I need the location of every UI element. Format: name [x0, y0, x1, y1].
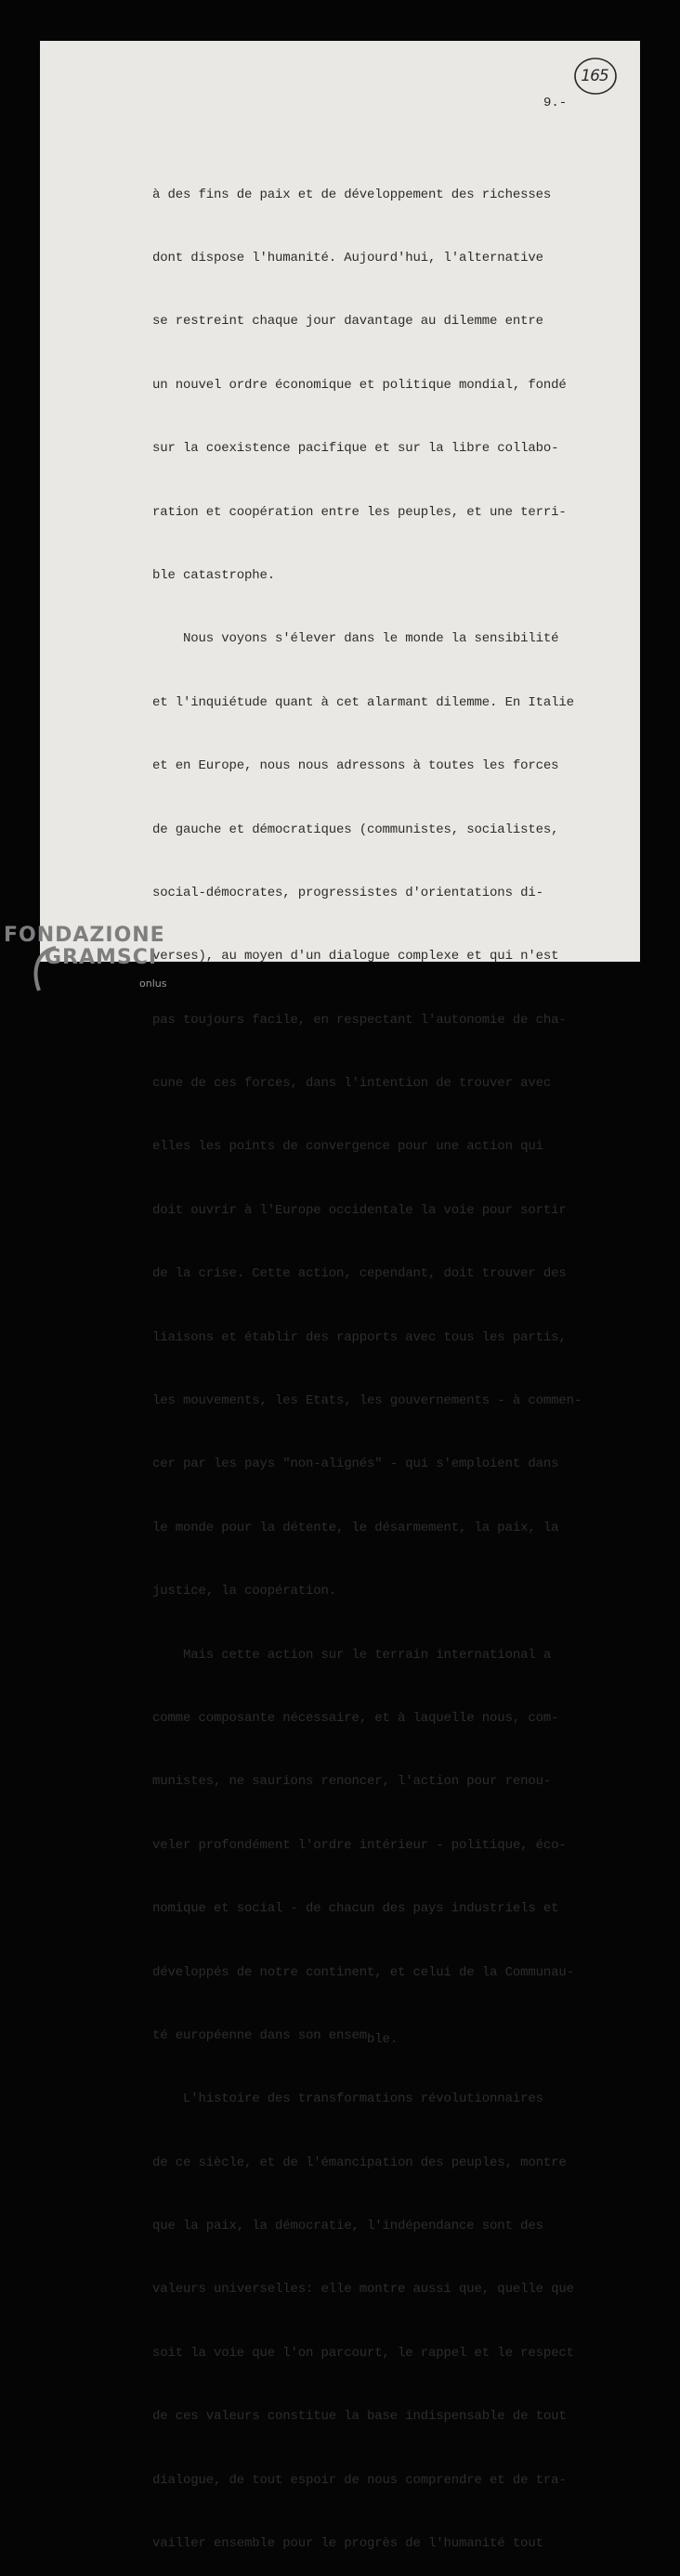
text-line: Mais cette action sur le terrain international a — [152, 1647, 552, 1663]
text-line: verses), au moyen d'un dialogue complexe et qui n'est — [152, 949, 559, 964]
text-line-main: té européenne dans son ensem — [152, 2027, 368, 2043]
text-line: développés de notre continent, et celui de la Communau- — [152, 1964, 574, 1980]
text-line: ble catastrophe. — [152, 567, 276, 583]
text-line: et en Europe, nous nous adressons à toutes les forces — [152, 758, 559, 774]
watermark-line-3: onlus — [139, 977, 167, 990]
text-line: de gauche et démocratiques (communistes, socialistes, — [152, 822, 559, 837]
text-line: Nous voyons s'élever dans le monde la sensibilité — [152, 631, 559, 647]
text-line: pas toujours facile, en respectant l'autonomie de cha- — [152, 1012, 567, 1028]
text-line: dont dispose l'humanité. Aujourd'hui, l'alternative — [152, 250, 543, 265]
fondazione-gramsci-watermark — [4, 924, 180, 1003]
folio-number: 165 — [581, 67, 608, 85]
text-line: à des fins de paix et de développement des richesses — [152, 187, 552, 202]
text-line: sur la coexistence pacifique et sur la libre collabo- — [152, 441, 559, 457]
text-line: de ces valeurs constitue la base indispensable de tout — [152, 2409, 567, 2425]
text-line: un nouvel ordre économique et politique mondial, fondé — [152, 377, 567, 393]
text-line: vailler ensemble pour le progrès de l'humanité tout — [152, 2536, 543, 2552]
text-line: elles les points de convergence pour une action qui — [152, 1139, 543, 1155]
watermark-line-2: GRAMSCI — [45, 946, 158, 969]
text-line: les mouvements, les Etats, les gouvernements - à commen- — [152, 1393, 582, 1409]
text-line: le monde pour la détente, le désarmement, la paix, la — [152, 1520, 559, 1535]
text-line: ration et coopération entre les peuples, et une terri- — [152, 504, 567, 520]
text-line: valeurs universelles: elle montre aussi que, quelle que — [152, 2282, 574, 2298]
text-line: de ce siècle, et de l'émancipation des peuples, montre — [152, 2155, 567, 2170]
watermark-line-1: FONDAZIONE — [4, 924, 165, 947]
text-line: comme composante nécessaire, et à laquelle nous, com- — [152, 1710, 559, 1726]
text-line: doit ouvrir à l'Europe occidentale la voie pour sortir — [152, 1202, 567, 1218]
text-line: L'histoire des transformations révolutionnaires — [152, 2091, 543, 2107]
text-line: liaisons et établir des rapports avec tous les partis, — [152, 1329, 567, 1345]
text-line: que la paix, la démocratie, l'indépendance sont des — [152, 2219, 543, 2234]
text-line: justice, la coopération. — [152, 1584, 337, 1599]
typed-body-text — [152, 142, 589, 2576]
text-line: soit la voie que l'on parcourt, le rappel et le respect — [152, 2345, 574, 2361]
text-line: dialogue, de tout espoir de nous comprendre et de tra- — [152, 2472, 567, 2488]
text-line: se restreint chaque jour davantage au dilemme entre — [152, 314, 543, 330]
text-line: social-démocrates, progressistes d'orientations di- — [152, 885, 543, 900]
page-number: 9.- — [543, 96, 568, 110]
text-line-subscript: ble. — [367, 2031, 399, 2047]
folio-stamp — [570, 56, 617, 102]
text-line: cune de ces forces, dans l'intention de trouver avec — [152, 1076, 552, 1092]
text-line: cer par les pays "non-alignés" - qui s'emploient dans — [152, 1456, 559, 1472]
text-line: nomique et social - de chacun des pays industriels et — [152, 1901, 559, 1917]
text-line: veler profondément l'ordre intérieur - politique, éco- — [152, 1837, 567, 1853]
text-line: et l'inquiétude quant à cet alarmant dilemme. En Italie — [152, 694, 574, 710]
text-line-with-subscript — [152, 2026, 589, 2047]
text-line: de la crise. Cette action, cependant, doit trouver des — [152, 1266, 567, 1282]
text-line: munistes, ne saurions renoncer, l'action pour renou- — [152, 1774, 552, 1790]
